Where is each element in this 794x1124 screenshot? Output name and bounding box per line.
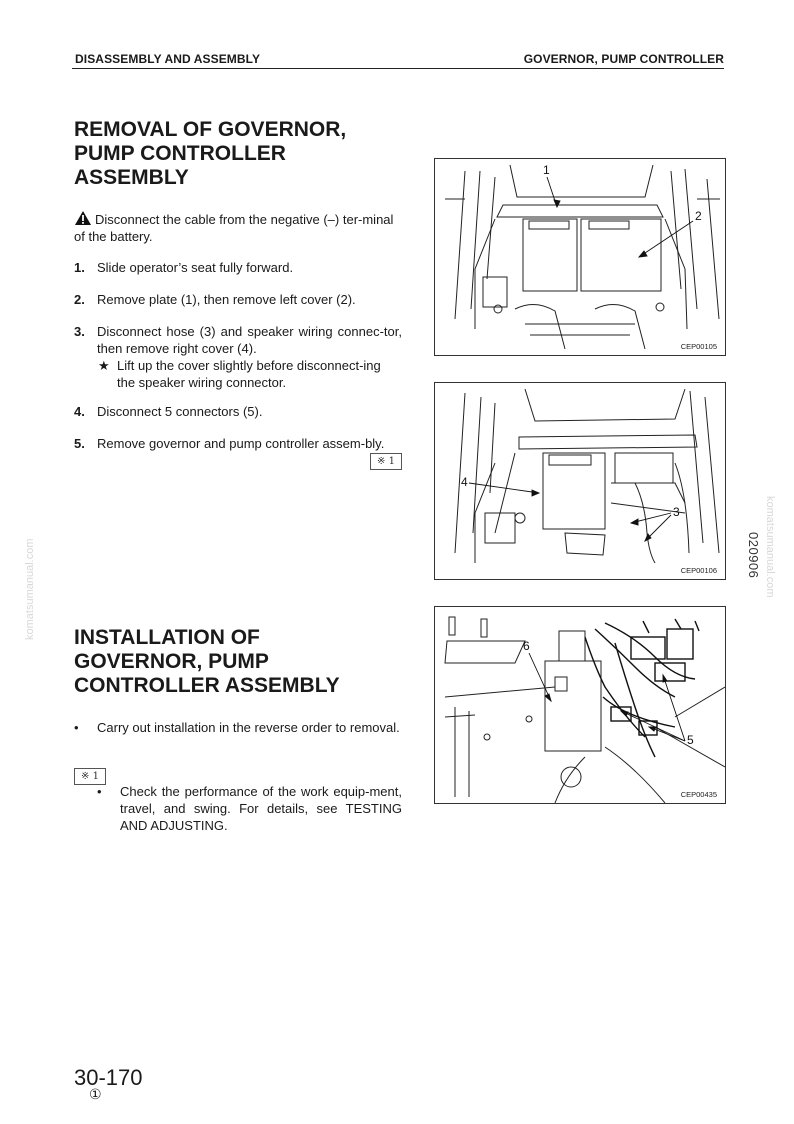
- bullet-icon: •: [97, 784, 102, 799]
- line-drawing: [435, 383, 725, 579]
- figure-code: CEP00435: [680, 790, 717, 799]
- figure-code: CEP00106: [680, 566, 717, 575]
- warning-icon: [74, 210, 92, 226]
- line-drawing: [435, 607, 725, 803]
- figure-right-cover: [434, 382, 726, 580]
- step-3-note: ★ Lift up the cover slightly before disconnect-ing the speaker wiring connector.: [98, 358, 381, 390]
- step-2: 2. Remove plate (1), then remove left cover (2).: [74, 292, 356, 307]
- callout-3: 3: [673, 505, 680, 519]
- page-number: 30-170: [74, 1065, 143, 1090]
- step-3: 3. Disconnect hose (3) and speaker wiring connec-tor, then remove right cover (4). ★ Lift up the cover slightly before disconnect-ing the speaker wiring connector.: [74, 324, 402, 390]
- star-icon: ★: [98, 358, 110, 373]
- side-code: 020906: [746, 532, 761, 579]
- callout-5: 5: [687, 733, 694, 747]
- step-5: 5. Remove governor and pump controller assem-bly.: [74, 436, 385, 451]
- line-drawing: [435, 159, 725, 355]
- warning-text: Disconnect the cable from the negative (–) ter-minal of the battery.: [74, 212, 394, 244]
- reference-mark: ※ 1: [370, 453, 402, 470]
- watermark-left: komatsumanual.com: [24, 538, 36, 640]
- watermark-right: komatsumanual.com: [764, 496, 776, 598]
- callout-2: 2: [695, 209, 702, 223]
- header-rule: [72, 68, 724, 69]
- battery-warning: [74, 210, 402, 245]
- callout-1: 1: [543, 163, 550, 177]
- bullet-icon: •: [74, 720, 79, 735]
- step-1: 1. Slide operator’s seat fully forward.: [74, 260, 294, 275]
- callout-4: 4: [461, 475, 468, 489]
- installation-title: INSTALLATION OF GOVERNOR, PUMP CONTROLLER ASSEMBLY: [74, 626, 340, 697]
- figure-plate-cover: [434, 158, 726, 356]
- callout-6: 6: [523, 639, 530, 653]
- figure-connectors: [434, 606, 726, 804]
- revision-mark: ①: [89, 1086, 102, 1102]
- section-header: DISASSEMBLY AND ASSEMBLY: [75, 52, 261, 66]
- installation-bullet: • Carry out installation in the reverse order to removal.: [74, 720, 400, 735]
- removal-title: REMOVAL OF GOVERNOR, PUMP CONTROLLER ASSEMBLY: [74, 118, 347, 189]
- reference-note: • Check the performance of the work equip-ment, travel, and swing. For details, see TESTING AND ADJUSTING.: [97, 784, 402, 833]
- step-4: 4. Disconnect 5 connectors (5).: [74, 404, 263, 419]
- figure-code: CEP00105: [680, 342, 717, 351]
- topic-header: GOVERNOR, PUMP CONTROLLER: [523, 52, 724, 66]
- reference-mark-install: ※ 1: [74, 768, 106, 785]
